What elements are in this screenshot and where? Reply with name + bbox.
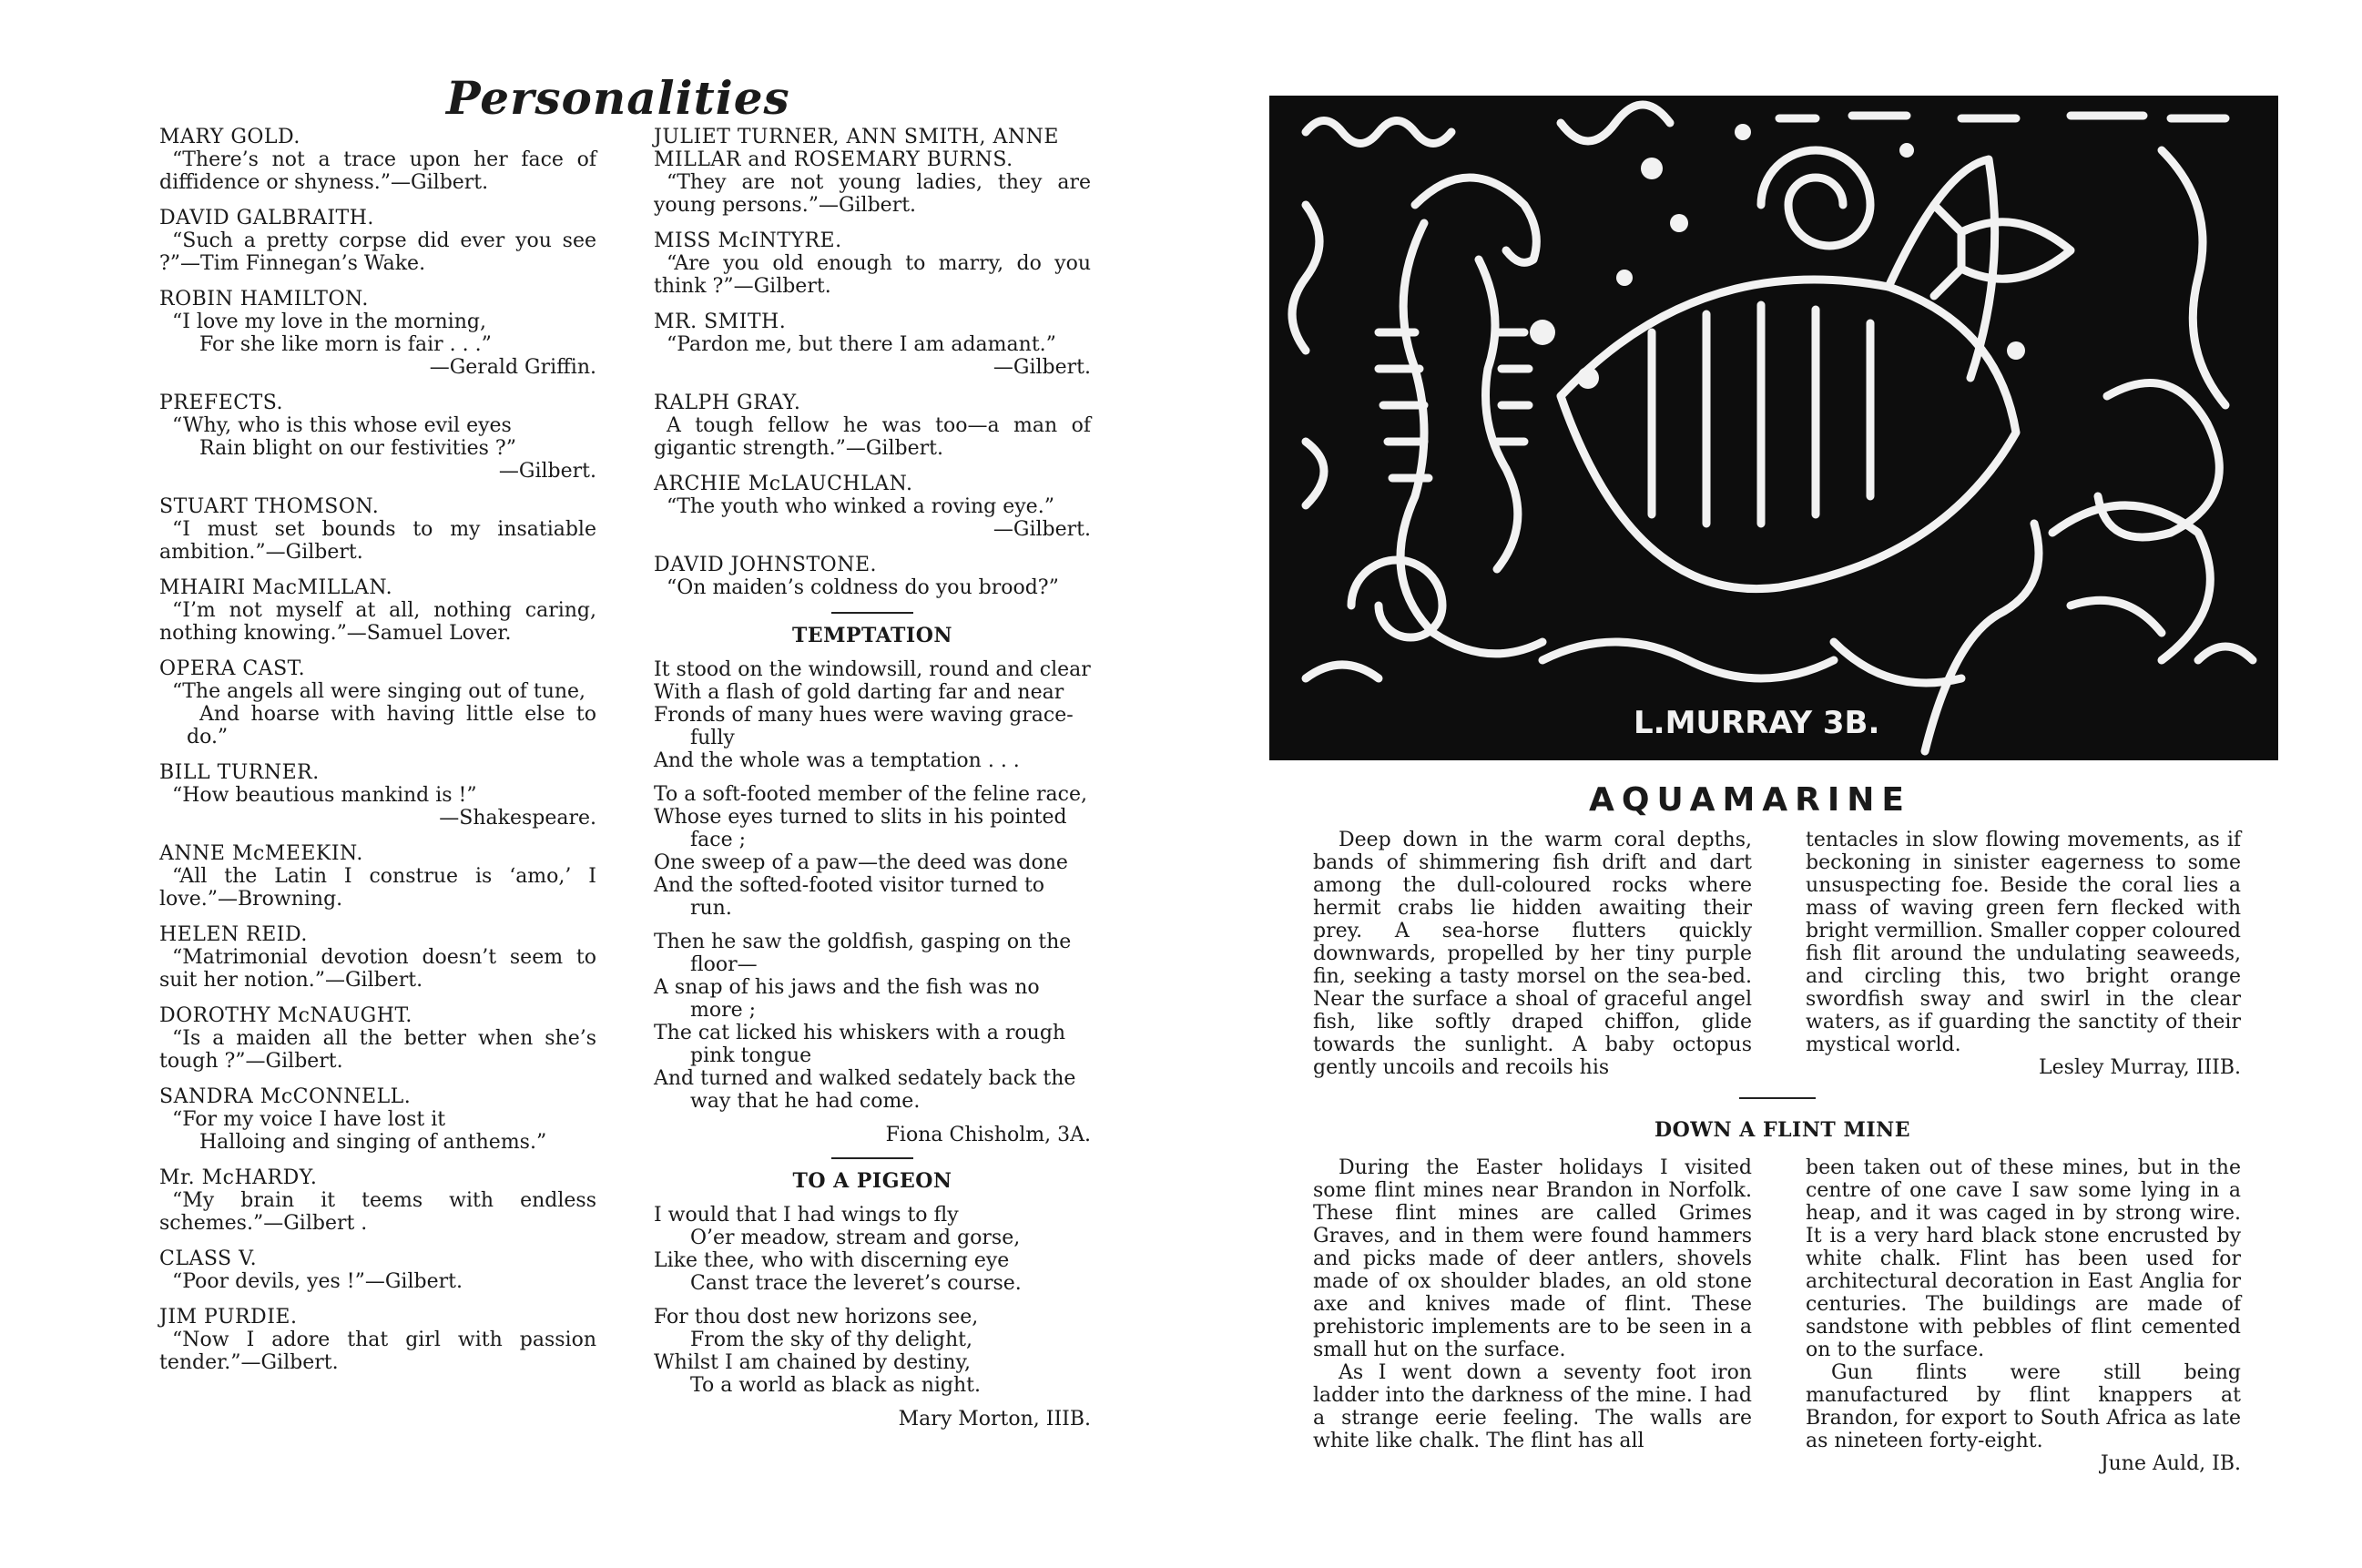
- personality-quote: “The angels all were singing out of tune,: [172, 680, 586, 703]
- poem-line: Like thee, who with discerning eye: [654, 1249, 1010, 1272]
- quote-attribution: —Gilbert.: [993, 356, 1091, 379]
- divider: [831, 1157, 913, 1159]
- flint-mine-paragraph: been taken out of these mines, but in the centre of one cave I saw some lying in a heap, and it was caged in by strong wire. It is a very hard black stone encrusted by white chalk. Flint has been used for architectural decoration in East Anglia for centuries. The buildings are made of sandstone with pebbles of flint cemented on to the surface.: [1806, 1156, 2241, 1361]
- personality-entry: [159, 576, 596, 645]
- poem-line: Whilst I am chained by destiny,: [654, 1351, 971, 1374]
- poem-line: Then he saw the goldfish, gasping on the: [654, 931, 1072, 953]
- masthead-title: Personalities: [446, 71, 790, 125]
- artwork-signature: L.MURRAY 3B.: [1634, 705, 1880, 741]
- temptation-title: TEMPTATION: [791, 624, 952, 647]
- personality-name: ARCHIE McLAUCHLAN.: [654, 473, 913, 495]
- poem-stanza: [654, 931, 1091, 1113]
- flint-mine-paragraph: During the Easter holidays I visited some flint mines near Brandon in Norfolk. These flint mines are called Grimes Graves, and in them were found hammers and picks made of deer antlers, shovels made of ox shoulder blades, an old stone axe and knives made of flint. These prehistoric implements are to be seen in a small hut on the surface.: [1313, 1156, 1752, 1361]
- personality-quote: “I must set bounds to my insatiable ambition.”—Gilbert.: [159, 518, 596, 564]
- personality-quote: “There’s not a trace upon her face of diffidence or shyness.”—Gilbert.: [159, 148, 596, 194]
- personality-name: SANDRA McCONNELL.: [159, 1085, 412, 1108]
- personality-entry: [654, 126, 1091, 217]
- personality-entry: [159, 923, 596, 992]
- poem-stanza: [654, 1306, 1091, 1397]
- personality-name: MR. SMITH.: [654, 311, 787, 333]
- divider: [1739, 1097, 1816, 1099]
- poem-stanza: [654, 1204, 1091, 1295]
- quote-attribution: —Shakespeare.: [439, 807, 596, 830]
- poem-line: Whose eyes turned to slits in his pointed: [654, 806, 1067, 829]
- personality-name: OPERA CAST.: [159, 657, 306, 680]
- poem-line: Fronds of many hues were waving grace-: [654, 704, 1074, 727]
- personality-name: ANNE McMEEKIN.: [159, 842, 363, 865]
- personality-name: DOROTHY McNAUGHT.: [159, 1004, 412, 1027]
- poem-line: With a flash of gold darting far and near: [654, 681, 1064, 704]
- poem-line: It stood on the windowsill, round and clear: [654, 658, 1091, 681]
- temptation-author: Fiona Chisholm, 3A.: [885, 1124, 1091, 1146]
- poem-line: The cat licked his whiskers with a rough: [654, 1022, 1066, 1044]
- personality-quote: “The youth who winked a roving eye.”: [667, 495, 1054, 518]
- poem-line: more ;: [690, 999, 757, 1022]
- flint-mine-author: June Auld, IB.: [2100, 1452, 2241, 1475]
- personality-quote: “How beautious mankind is !”: [172, 784, 477, 807]
- personality-name: STUART THOMSON.: [159, 495, 380, 518]
- poem-stanza: [654, 658, 1091, 772]
- quote-attribution: —Gilbert.: [993, 518, 1091, 541]
- personality-quote: “On maiden’s coldness do you brood?”: [667, 576, 1059, 599]
- personality-quote: “My brain it teems with endless schemes.”—Gilbert .: [159, 1189, 596, 1235]
- personality-quote: “Poor devils, yes !”—Gilbert.: [172, 1270, 463, 1293]
- personality-quote: A tough fellow he was too—a man of gigantic strength.”—Gilbert.: [654, 414, 1091, 460]
- sea-creatures-illustration: [1269, 96, 2278, 760]
- aquamarine-title: AQUAMARINE: [1589, 781, 1911, 819]
- aquamarine-column-2: [1806, 829, 2241, 1079]
- poem-line: fully: [690, 727, 735, 749]
- personality-entry: [654, 311, 1091, 379]
- personality-quote: “Pardon me, but there I am adamant.”: [667, 333, 1056, 356]
- personality-name: MHAIRI MacMILLAN.: [159, 576, 393, 599]
- personality-entry: [159, 495, 596, 564]
- personality-entry: [159, 1247, 596, 1293]
- temptation-poem: [654, 658, 1091, 1113]
- personality-entry: [159, 392, 596, 483]
- poem-line: A snap of his jaws and the fish was no: [654, 976, 1040, 999]
- flint-mine-column-1: [1313, 1156, 1752, 1452]
- aquamarine-paragraph: Deep down in the warm coral depths, bands of shimmering fish drift and dart among the dull-coloured rocks where hermit crabs lie hidden awaiting their prey. A sea-horse flutters quickly downwards, propelled by her tiny purple fin, seeking a tasty morsel on the sea-bed. Near the surface a shoal of graceful angel fish, like softly draped chiffon, glide towards the sunlight. A baby octopus gently uncoils and recoils his: [1313, 829, 1752, 1079]
- personality-entry: [159, 1166, 596, 1235]
- personality-name: JULIET TURNER, ANN SMITH, ANNE MILLAR and ROSEMARY BURNS.: [654, 126, 1059, 171]
- personality-name: DAVID GALBRAITH.: [159, 207, 374, 229]
- personality-quote: “Now I adore that girl with passion tender.”—Gilbert.: [159, 1329, 596, 1374]
- personality-quote: “I’m not myself at all, nothing caring, nothing knowing.”—Samuel Lover.: [159, 599, 596, 645]
- personality-name: PREFECTS.: [159, 392, 284, 414]
- personality-entry: [159, 207, 596, 275]
- poem-line: face ;: [690, 829, 747, 851]
- poem-line: To a world as black as night.: [690, 1374, 981, 1397]
- personality-name: MARY GOLD.: [159, 126, 300, 148]
- quote-attribution: —Gerald Griffin.: [429, 356, 596, 379]
- personality-quote: “Matrimonial devotion doesn’t seem to suit her notion.”—Gilbert.: [159, 946, 596, 992]
- personality-name: RALPH GRAY.: [654, 392, 801, 414]
- personality-name: MISS McINTYRE.: [654, 229, 842, 252]
- personality-entry: [159, 657, 596, 748]
- poem-line: Canst trace the leveret’s course.: [690, 1272, 1022, 1295]
- personality-entry: [654, 392, 1091, 460]
- poem-line: pink tongue: [690, 1044, 812, 1067]
- personality-name: CLASS V.: [159, 1247, 258, 1270]
- poem-line: O’er meadow, stream and gorse,: [690, 1227, 1021, 1249]
- personality-name: DAVID JOHNSTONE.: [654, 554, 878, 576]
- linocut-artwork: [1269, 96, 2278, 760]
- personality-entry: [159, 1306, 596, 1374]
- pigeon-title: TO A PIGEON: [792, 1169, 952, 1193]
- personality-quote: “For my voice I have lost it: [172, 1108, 446, 1131]
- personality-name: HELEN REID.: [159, 923, 308, 946]
- divider: [831, 612, 913, 614]
- personality-quote: For she like morn is fair . . .”: [199, 333, 492, 356]
- personality-entry: [159, 1004, 596, 1073]
- poem-line: And the whole was a temptation . . .: [654, 749, 1020, 772]
- personalities-list-2: [654, 126, 1091, 599]
- poem-line: run.: [690, 897, 732, 920]
- personality-quote: “Is a maiden all the better when she’s tough ?”—Gilbert.: [159, 1027, 596, 1073]
- personality-name: BILL TURNER.: [159, 761, 320, 784]
- personality-quote: “They are not young ladies, they are young persons.”—Gilbert.: [654, 171, 1091, 217]
- personality-name: ROBIN HAMILTON.: [159, 288, 369, 311]
- poem-line: I would that I had wings to fly: [654, 1204, 959, 1227]
- poem-line: From the sky of thy delight,: [690, 1329, 973, 1351]
- flint-mine-paragraph: Gun flints were still being manufactured by flint knappers at Brandon, for export to South Africa as late as nineteen forty-eight.: [1806, 1361, 2241, 1452]
- quote-attribution: —Gilbert.: [498, 460, 596, 483]
- personality-quote: “Why, who is this whose evil eyes: [172, 414, 512, 437]
- personality-quote: “I love my love in the morning,: [172, 311, 486, 333]
- flint-mine-paragraph: As I went down a seventy foot iron ladder into the darkness of the mine. I had a strange eerie feeling. The walls are white like chalk. The flint has all: [1313, 1361, 1752, 1452]
- flint-mine-title: DOWN A FLINT MINE: [1654, 1118, 1910, 1142]
- poem-line: And turned and walked sedately back the: [654, 1067, 1076, 1090]
- poem-stanza: [654, 783, 1091, 920]
- poem-line: way that he had come.: [690, 1090, 921, 1113]
- personality-entry: [159, 761, 596, 830]
- personality-quote: And hoarse with having little else to do.”: [187, 703, 596, 748]
- personalities-column-1: [159, 126, 596, 1387]
- personality-quote: “Such a pretty corpse did ever you see ?”—Tim Finnegan’s Wake.: [159, 229, 596, 275]
- personality-entry: [159, 1085, 596, 1154]
- aquamarine-author: Lesley Murray, IIIB.: [2039, 1056, 2241, 1079]
- personality-entry: [159, 288, 596, 379]
- pigeon-poem: [654, 1204, 1091, 1397]
- poem-line: For thou dost new horizons see,: [654, 1306, 979, 1329]
- poem-line: floor—: [690, 953, 758, 976]
- personality-entry: [159, 126, 596, 194]
- pigeon-author: Mary Morton, IIIB.: [898, 1408, 1091, 1431]
- flint-mine-column-2: [1806, 1156, 2241, 1475]
- personality-quote: Halloing and singing of anthems.”: [199, 1131, 547, 1154]
- personality-entry: [654, 554, 1091, 599]
- personality-quote: Rain blight on our festivities ?”: [199, 437, 516, 460]
- poem-line: And the softed-footed visitor turned to: [654, 874, 1045, 897]
- personality-entry: [654, 473, 1091, 541]
- aquamarine-column-1: [1313, 829, 1752, 1079]
- personality-name: Mr. McHARDY.: [159, 1166, 318, 1189]
- personality-quote: “All the Latin I construe is ‘amo,’ I love.”—Browning.: [159, 865, 596, 911]
- aquamarine-paragraph-2: tentacles in slow flowing movements, as if beckoning in sinister eagerness to some unsuspecting foe. Beside the coral lies a mass of waving green fern flecked with bright vermillion. Smaller copper coloured fish flit around the undulating seaweeds, and circling this, two bright orange swordfish sway and swirl in the clear waters, as if guarding the sanctity of their mystical world.: [1806, 829, 2241, 1056]
- personality-quote: “Are you old enough to marry, do you think ?”—Gilbert.: [654, 252, 1091, 298]
- personalities-column-2: [654, 126, 1091, 1431]
- poem-line: One sweep of a paw—the deed was done: [654, 851, 1068, 874]
- personality-entry: [159, 842, 596, 911]
- poem-line: To a soft-footed member of the feline race,: [654, 783, 1087, 806]
- personality-entry: [654, 229, 1091, 298]
- personality-name: JIM PURDIE.: [159, 1306, 298, 1329]
